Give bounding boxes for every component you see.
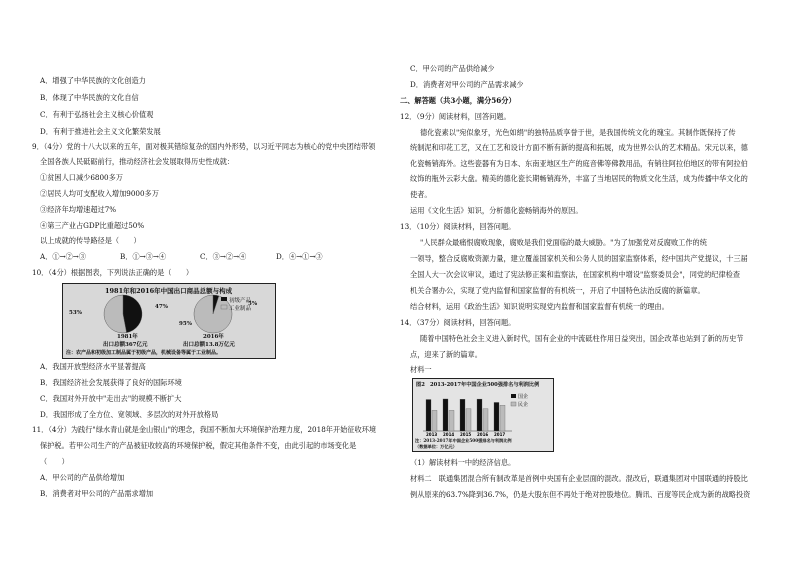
year-2016: 2016年: [203, 334, 224, 340]
enterprise-bar-chart: [412, 378, 554, 452]
q14-m2-p2: 例从原来的63.7%降到36.7%，仍是大股东但不再处于绝对控股地位。腾讯、百度等民企成为新的战略投资: [410, 490, 751, 499]
bar-chart-note-2: （数据单位：万亿元）: [415, 444, 457, 449]
q13-p3: 全国人大一次会议审议，通过了宪法修正案和监察法，在国家机构中增设"监察委员会"，同党的纪律检查: [410, 270, 741, 279]
q8-option-a: A．增强了中华民族的文化创造力: [40, 76, 146, 85]
q9-choice-d: D．④→①→③: [276, 252, 323, 261]
legend-primary: 初级产品: [229, 298, 252, 304]
bar-2016-1: [483, 409, 488, 431]
pie-chart-title: 1981年和2016年中国出口商品总额与构成: [105, 287, 233, 295]
label-1981-primary: 53%: [69, 310, 82, 316]
q9-item-4: ④第三产业占GDP比重超过50%: [40, 221, 145, 230]
q9-ask: 以上成就的传导路径是（ ）: [40, 236, 141, 245]
year-1981: 1981年: [117, 334, 138, 340]
q11-option-d: D．消费者对甲公司的产品需求减少: [410, 80, 524, 89]
q14-ask-1: （1）解读材料一中的经济信息。: [410, 458, 516, 467]
bars-group: [423, 399, 512, 437]
label-2016-primary: 5%: [248, 301, 258, 307]
q12-stem: 12．（9分）阅读材料，回答问题。: [400, 112, 511, 121]
legend-soe: 国企: [518, 394, 529, 400]
bar-tick-2015: 2015: [460, 432, 472, 437]
q9-choice-a: A．①→②→③: [40, 252, 86, 261]
bar-2013-1: [432, 410, 437, 431]
legend-swatch-primary: [221, 297, 227, 301]
q8-option-d: D．有利于推进社会主义文化繁荣发展: [40, 127, 161, 136]
bar-chart-note-1: 注：2013-2017年中国企业500强排名与利润比例: [415, 438, 512, 443]
q9-item-1: ①贫困人口减少6800多万: [40, 173, 123, 182]
q13-p1: "人民群众最痛恨腐败现象，腐败是我们党面临的最大威胁。"为了加强党对反腐败工作的统: [420, 238, 707, 247]
q13-p2: 一领导，整合反腐败资源力量，建立覆盖国家机关和公务人员的国家监察体系，经中国共产党提议，十三届: [410, 254, 748, 263]
q11-option-b: B．消费者对甲公司的产品需求增加: [40, 489, 154, 498]
q10-stem: 10．（4分）根据图表，下列说法正确的是（ ）: [32, 268, 194, 277]
legend-swatch-soe: [511, 394, 516, 398]
q11-option-c: C．甲公司的产品供给减少: [410, 64, 495, 73]
q12-p1: 德化瓷素以"宛似象牙，光色如绢"的独特品质享誉于世，是我国传统文化的瑰宝。其制作既保持了传: [420, 128, 736, 137]
bar-2014-0: [443, 399, 448, 431]
legend-swatch-industrial: [221, 305, 227, 309]
export-2016: 出口总额13.8万亿元: [183, 342, 235, 348]
q12-p5: 使者。: [410, 190, 432, 199]
q14-p2: 点，迎来了新的篇章。: [410, 350, 482, 359]
q10-option-c: C．我国对外开放中"走出去"的规模不断扩大: [40, 394, 182, 403]
q14-m2-p1: 材料二 联通集团混合所有制改革是首例中央国有企业层面的混改。混改后，联通集团对中国联通的持股比: [410, 474, 748, 483]
bar-2013-0: [426, 400, 431, 431]
q13-p4: 机关合署办公，实现了党内监督和国家监督的有机统一，开启了中国特色法治反腐的新篇章。: [410, 286, 705, 295]
bar-chart-title: 图2 2013-2017年中国企业500强排名与利润比例: [416, 382, 540, 388]
q11-option-a: A．甲公司的产品供给增加: [40, 473, 125, 482]
bar-2017-1: [500, 405, 505, 431]
legend-private: 民企: [518, 402, 529, 408]
q11-stem-1: 11．（4分）为践行"绿水青山就是金山银山"的理念，我国不断加大环境保护治理力度，2018年开始征收环境: [32, 425, 377, 434]
q10-option-d: D．我国形成了全方位、宽领域、多层次的对外开放格局: [40, 410, 219, 419]
q14-p1: 随着中国特色社会主义进入新时代，国有企业的中流砥柱作用日益突出，国企改革也站到了新的历史节: [420, 334, 744, 343]
q14-material-1: 材料一: [410, 365, 432, 374]
pie-1981-slice-1: [104, 295, 127, 333]
bar-2017-0: [494, 402, 499, 431]
legend-swatch-private: [511, 402, 516, 406]
q8-option-b: B．体现了中华民族的文化自信: [40, 93, 139, 102]
q9-choice-c: C．③→②→④: [200, 252, 247, 261]
q11-stem-2: 保护税。若甲公司生产的产品被征收较高的环境保护税，假定其他条件不变，由此引起的市场变化是: [40, 441, 357, 450]
label-2016-industrial: 95%: [179, 321, 192, 327]
pie-1981: [104, 295, 142, 333]
export-pie-chart: [62, 283, 276, 359]
q12-p4: 纹饰的瓶外云彩大盘。精美的德化瓷长期畅销海外，丰富了当地居民的物质文化生活，成为传播中华文化的: [410, 174, 748, 183]
bar-2015-0: [460, 399, 465, 431]
q9-choice-b: B．①→③→④: [120, 252, 167, 261]
export-1981: 出口总额367亿元: [103, 342, 148, 348]
q12-p3: 化瓷畅销海外。这些瓷器有为日本、东南亚地区生产的庭音佛等佛教用品，有销往阿拉伯地区的带有阿拉伯: [410, 159, 748, 168]
q12-ask: 运用《文化生活》知识，分析德化瓷畅销海外的原因。: [410, 206, 583, 215]
q11-stem-3: （ ）: [40, 457, 69, 466]
bar-2015-1: [466, 409, 471, 431]
bar-tick-2013: 2013: [426, 432, 438, 437]
q8-option-c: C．有利于弘扬社会主义核心价值观: [40, 110, 154, 119]
bar-tick-2016: 2016: [477, 432, 489, 437]
q9-stem-1: 9．（4分）党的十八大以来的五年，面对极其错综复杂的国内外形势，以习近平同志为核心的党中央团结带领: [32, 142, 376, 151]
pie-1981-slice-0: [123, 295, 142, 333]
q13-stem: 13．（10分）阅读材料，回答问题。: [400, 222, 516, 231]
pie-chart-note: 注：农产品和初级加工制品属于初级产品，机械设备等属于工业制品。: [66, 350, 222, 356]
q9-item-3: ③经济年均增速超过7%: [40, 205, 117, 214]
section-heading: 二、解答题（共3小题，满分56分）: [400, 96, 516, 105]
legend-industrial: 工业制品: [229, 306, 252, 312]
bar-2014-1: [449, 410, 454, 431]
q10-option-b: B．我国经济社会发展获得了良好的国际环境: [40, 378, 182, 387]
bar-tick-2017: 2017: [494, 432, 506, 437]
q12-p2: 统制泥和印花工艺，又在工艺和设计方面不断有新的提高和拓展，成为世界公认的艺术精品。宋元以来，德: [410, 143, 748, 152]
label-1981-industrial: 47%: [155, 304, 168, 310]
bar-tick-2014: 2014: [443, 432, 455, 437]
q10-option-a: A．我国开放型经济水平显著提高: [40, 362, 146, 371]
bar-2016-0: [477, 399, 482, 431]
q9-stem-2: 全国各族人民砥砺前行，推动经济社会发展取得历史性成就：: [40, 157, 235, 166]
q14-stem: 14．（37分）阅读材料，回答问题。: [400, 318, 516, 327]
q13-ask: 结合材料，运用《政治生活》知识说明实现党内监督和国家监督有机统一的理由。: [410, 302, 669, 311]
q9-item-2: ②居民人均可支配收入增加9000多万: [40, 189, 159, 198]
